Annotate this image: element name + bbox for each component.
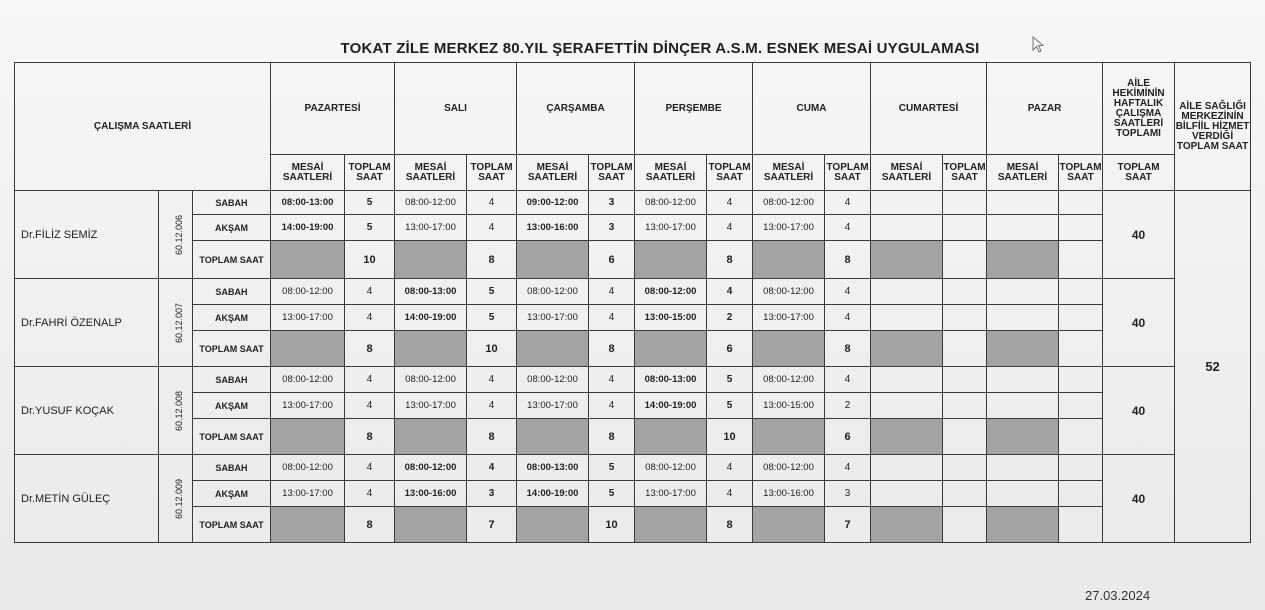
day-total: 7 <box>467 507 517 543</box>
table-row <box>15 331 1251 367</box>
mesai-saatleri-subheader: MESAİ SAATLERİ <box>395 155 467 191</box>
doctor-code <box>159 279 193 367</box>
day-total: 8 <box>589 331 635 367</box>
mesai-saatleri-subheader: MESAİ SAATLERİ <box>753 155 825 191</box>
empty-cell <box>1059 305 1103 331</box>
mesai-hours: 4 <box>467 367 517 393</box>
mesai-time: 08:00-12:00 <box>271 455 345 481</box>
empty-cell <box>1059 367 1103 393</box>
mesai-hours: 5 <box>345 215 395 241</box>
mesai-time: 13:00-17:00 <box>635 481 707 507</box>
shaded-cell <box>987 331 1059 367</box>
empty-cell <box>943 393 987 419</box>
mesai-hours: 2 <box>825 393 871 419</box>
mesai-hours: 4 <box>467 393 517 419</box>
mesai-hours: 5 <box>589 481 635 507</box>
shift-label: SABAH <box>193 191 271 215</box>
asm-total: 52 <box>1175 191 1251 543</box>
day-total: 10 <box>589 507 635 543</box>
mesai-time: 08:00-12:00 <box>635 279 707 305</box>
mesai-time: 14:00-19:00 <box>517 481 589 507</box>
shift-label: AKŞAM <box>193 215 271 241</box>
mesai-hours: 4 <box>825 191 871 215</box>
empty-cell <box>1059 393 1103 419</box>
mesai-hours: 3 <box>589 191 635 215</box>
mesai-hours: 4 <box>345 367 395 393</box>
mesai-hours: 4 <box>707 191 753 215</box>
empty-cell <box>1059 331 1103 367</box>
table-row <box>15 241 1251 279</box>
doctor-name: Dr.FİLİZ SEMİZ <box>15 191 159 279</box>
toplam-saat-subheader: TOPLAM SAAT <box>1059 155 1103 191</box>
mesai-hours: 4 <box>345 279 395 305</box>
empty-cell <box>871 191 943 215</box>
empty-cell <box>871 215 943 241</box>
day-total: 6 <box>707 331 753 367</box>
mesai-hours: 4 <box>589 305 635 331</box>
table-row <box>15 419 1251 455</box>
shift-label: TOPLAM SAAT <box>193 419 271 455</box>
table-row <box>15 279 1251 305</box>
mesai-time: 14:00-19:00 <box>635 393 707 419</box>
day-total: 8 <box>589 419 635 455</box>
mesai-time: 08:00-12:00 <box>271 367 345 393</box>
mesai-hours: 4 <box>825 305 871 331</box>
mesai-hours: 4 <box>589 367 635 393</box>
day-total: 10 <box>467 331 517 367</box>
mesai-time: 13:00-17:00 <box>517 305 589 331</box>
mesai-time: 13:00-16:00 <box>517 215 589 241</box>
weekly-total: 40 <box>1103 191 1175 279</box>
asm-header: AİLE SAĞLIĞI MERKEZİNİN BİLFİİL HİZMET VERDİĞİ TOPLAM SAAT <box>1175 63 1251 191</box>
mesai-time: 14:00-19:00 <box>395 305 467 331</box>
mesai-time: 08:00-12:00 <box>395 191 467 215</box>
day-total: 8 <box>707 507 753 543</box>
shaded-cell <box>517 331 589 367</box>
mesai-time: 08:00-12:00 <box>635 191 707 215</box>
mesai-hours: 4 <box>707 481 753 507</box>
mesai-hours: 4 <box>825 367 871 393</box>
weekly-total: 40 <box>1103 455 1175 543</box>
shaded-cell <box>987 507 1059 543</box>
empty-cell <box>987 305 1059 331</box>
day-total: 7 <box>825 507 871 543</box>
empty-cell <box>943 191 987 215</box>
day-total: 10 <box>707 419 753 455</box>
day-total: 8 <box>707 241 753 279</box>
day-header: PAZARTESİ <box>271 63 395 155</box>
doctor-code <box>159 191 193 279</box>
table-row <box>15 367 1251 393</box>
shift-label: SABAH <box>193 279 271 305</box>
shaded-cell <box>871 331 943 367</box>
mesai-time: 08:00-12:00 <box>753 367 825 393</box>
empty-cell <box>943 331 987 367</box>
mesai-time: 13:00-15:00 <box>753 393 825 419</box>
mesai-time: 13:00-17:00 <box>271 305 345 331</box>
table-row <box>15 305 1251 331</box>
day-header: SALI <box>395 63 517 155</box>
empty-cell <box>943 305 987 331</box>
schedule-table <box>14 62 1251 543</box>
weekly-total: 40 <box>1103 279 1175 367</box>
mesai-hours: 4 <box>825 455 871 481</box>
shaded-cell <box>395 241 467 279</box>
doctor-name: Dr.FAHRİ ÖZENALP <box>15 279 159 367</box>
shaded-cell <box>635 241 707 279</box>
calisma-header: ÇALIŞMA SAATLERİ <box>15 63 271 191</box>
toplam-saat-subheader: TOPLAM SAAT <box>943 155 987 191</box>
mesai-hours: 5 <box>467 279 517 305</box>
mesai-time: 13:00-16:00 <box>395 481 467 507</box>
mesai-time: 08:00-13:00 <box>271 191 345 215</box>
shaded-cell <box>871 419 943 455</box>
mesai-time: 08:00-13:00 <box>517 455 589 481</box>
shift-label: SABAH <box>193 367 271 393</box>
mesai-saatleri-subheader: MESAİ SAATLERİ <box>271 155 345 191</box>
empty-cell <box>943 455 987 481</box>
mesai-time: 09:00-12:00 <box>517 191 589 215</box>
empty-cell <box>987 367 1059 393</box>
doctor-code-text: 60.12.007 <box>174 302 185 343</box>
mesai-time: 13:00-17:00 <box>635 215 707 241</box>
empty-cell <box>987 393 1059 419</box>
mesai-hours: 5 <box>345 191 395 215</box>
mouse-cursor-icon <box>1032 36 1046 54</box>
table-row <box>15 507 1251 543</box>
doctor-code-text: 60.12.006 <box>174 214 185 255</box>
day-header: PERŞEMBE <box>635 63 753 155</box>
mesai-time: 13:00-17:00 <box>753 305 825 331</box>
table-row <box>15 481 1251 507</box>
empty-cell <box>871 455 943 481</box>
shaded-cell <box>271 331 345 367</box>
mesai-hours: 3 <box>825 481 871 507</box>
mesai-hours: 4 <box>467 455 517 481</box>
shift-label: TOPLAM SAAT <box>193 241 271 279</box>
shaded-cell <box>635 507 707 543</box>
table-row <box>15 215 1251 241</box>
day-total: 8 <box>825 241 871 279</box>
shaded-cell <box>271 419 345 455</box>
mesai-time: 08:00-12:00 <box>635 455 707 481</box>
day-header: PAZAR <box>987 63 1103 155</box>
empty-cell <box>943 215 987 241</box>
mesai-time: 14:00-19:00 <box>271 215 345 241</box>
shaded-cell <box>753 241 825 279</box>
empty-cell <box>871 305 943 331</box>
mesai-time: 08:00-12:00 <box>753 279 825 305</box>
empty-cell <box>943 419 987 455</box>
empty-cell <box>943 279 987 305</box>
empty-cell <box>871 367 943 393</box>
shaded-cell <box>271 241 345 279</box>
day-header: ÇARŞAMBA <box>517 63 635 155</box>
empty-cell <box>1059 241 1103 279</box>
document-title: TOKAT ZİLE MERKEZ 80.YIL ŞERAFETTİN DİNÇER A.S.M. ESNEK MESAİ UYGULAMASI <box>340 40 980 57</box>
empty-cell <box>1059 279 1103 305</box>
mesai-time: 13:00-17:00 <box>395 393 467 419</box>
doctor-code-text: 60.12.008 <box>174 390 185 431</box>
mesai-time: 08:00-12:00 <box>753 191 825 215</box>
mesai-hours: 3 <box>467 481 517 507</box>
day-total: 8 <box>467 241 517 279</box>
empty-cell <box>871 279 943 305</box>
day-total: 8 <box>345 419 395 455</box>
toplam-saat-subheader: TOPLAM SAAT <box>345 155 395 191</box>
mesai-time: 13:00-17:00 <box>271 393 345 419</box>
shaded-cell <box>517 507 589 543</box>
empty-cell <box>1059 191 1103 215</box>
mesai-hours: 4 <box>467 191 517 215</box>
empty-cell <box>987 481 1059 507</box>
shift-label: AKŞAM <box>193 393 271 419</box>
shaded-cell <box>753 507 825 543</box>
empty-cell <box>987 279 1059 305</box>
day-total: 8 <box>345 331 395 367</box>
empty-cell <box>1059 455 1103 481</box>
shaded-cell <box>395 331 467 367</box>
aile-hekimi-header: AİLE HEKİMİNİN HAFTALIK ÇALIŞMA SAATLERİ TOPLAMI <box>1103 63 1175 155</box>
shaded-cell <box>753 331 825 367</box>
mesai-time: 13:00-15:00 <box>635 305 707 331</box>
empty-cell <box>1059 419 1103 455</box>
empty-cell <box>943 507 987 543</box>
mesai-time: 13:00-17:00 <box>395 215 467 241</box>
mesai-hours: 4 <box>707 455 753 481</box>
shaded-cell <box>987 241 1059 279</box>
toplam-saat-subheader: TOPLAM SAAT <box>467 155 517 191</box>
document-date: 27.03.2024 <box>1085 588 1151 603</box>
mesai-hours: 4 <box>345 481 395 507</box>
empty-cell <box>987 191 1059 215</box>
mesai-hours: 3 <box>589 215 635 241</box>
mesai-time: 08:00-12:00 <box>517 279 589 305</box>
mesai-time: 08:00-13:00 <box>395 279 467 305</box>
shift-label: AKŞAM <box>193 481 271 507</box>
day-total: 8 <box>467 419 517 455</box>
shaded-cell <box>987 419 1059 455</box>
mesai-hours: 4 <box>707 279 753 305</box>
mesai-hours: 4 <box>467 215 517 241</box>
table-row <box>15 393 1251 419</box>
shift-label: TOPLAM SAAT <box>193 331 271 367</box>
shaded-cell <box>395 419 467 455</box>
mesai-time: 13:00-17:00 <box>271 481 345 507</box>
empty-cell <box>871 393 943 419</box>
mesai-time: 13:00-17:00 <box>753 215 825 241</box>
mesai-time: 08:00-12:00 <box>395 367 467 393</box>
mesai-time: 13:00-17:00 <box>517 393 589 419</box>
shaded-cell <box>753 419 825 455</box>
mesai-hours: 4 <box>345 305 395 331</box>
toplam-saat-subheader: TOPLAM SAAT <box>825 155 871 191</box>
empty-cell <box>943 241 987 279</box>
mesai-time: 13:00-16:00 <box>753 481 825 507</box>
mesai-hours: 2 <box>707 305 753 331</box>
mesai-time: 08:00-12:00 <box>271 279 345 305</box>
mesai-hours: 4 <box>589 279 635 305</box>
mesai-hours: 4 <box>825 215 871 241</box>
empty-cell <box>1059 481 1103 507</box>
doctor-code <box>159 455 193 543</box>
mesai-hours: 5 <box>707 367 753 393</box>
toplam-saat-subheader: TOPLAM SAAT <box>707 155 753 191</box>
mesai-time: 08:00-13:00 <box>635 367 707 393</box>
shift-label: TOPLAM SAAT <box>193 507 271 543</box>
shift-label: SABAH <box>193 455 271 481</box>
empty-cell <box>987 455 1059 481</box>
mesai-hours: 5 <box>589 455 635 481</box>
mesai-hours: 4 <box>345 393 395 419</box>
shaded-cell <box>517 241 589 279</box>
weekly-total-subheader: TOPLAM SAAT <box>1103 155 1175 191</box>
weekly-total: 40 <box>1103 367 1175 455</box>
day-total: 6 <box>589 241 635 279</box>
shaded-cell <box>395 507 467 543</box>
doctor-name: Dr.YUSUF KOÇAK <box>15 367 159 455</box>
day-total: 8 <box>825 331 871 367</box>
shaded-cell <box>271 507 345 543</box>
mesai-time: 08:00-12:00 <box>753 455 825 481</box>
header-row <box>15 63 1251 155</box>
shift-label: AKŞAM <box>193 305 271 331</box>
mesai-hours: 4 <box>345 455 395 481</box>
mesai-saatleri-subheader: MESAİ SAATLERİ <box>517 155 589 191</box>
shaded-cell <box>517 419 589 455</box>
mesai-time: 08:00-12:00 <box>517 367 589 393</box>
empty-cell <box>943 367 987 393</box>
empty-cell <box>871 481 943 507</box>
empty-cell <box>987 215 1059 241</box>
mesai-saatleri-subheader: MESAİ SAATLERİ <box>635 155 707 191</box>
mesai-saatleri-subheader: MESAİ SAATLERİ <box>987 155 1059 191</box>
empty-cell <box>943 481 987 507</box>
day-header: CUMARTESİ <box>871 63 987 155</box>
mesai-hours: 4 <box>589 393 635 419</box>
doctor-code-text: 60.12.009 <box>174 478 185 519</box>
mesai-hours: 4 <box>707 215 753 241</box>
shaded-cell <box>871 241 943 279</box>
mesai-hours: 5 <box>707 393 753 419</box>
day-header: CUMA <box>753 63 871 155</box>
day-total: 6 <box>825 419 871 455</box>
empty-cell <box>1059 507 1103 543</box>
empty-cell <box>1059 215 1103 241</box>
mesai-hours: 5 <box>467 305 517 331</box>
doctor-name: Dr.METİN GÜLEÇ <box>15 455 159 543</box>
mesai-time: 08:00-12:00 <box>395 455 467 481</box>
shaded-cell <box>635 331 707 367</box>
mesai-hours: 4 <box>825 279 871 305</box>
shaded-cell <box>871 507 943 543</box>
toplam-saat-subheader: TOPLAM SAAT <box>589 155 635 191</box>
day-total: 8 <box>345 507 395 543</box>
table-row <box>15 455 1251 481</box>
day-total: 10 <box>345 241 395 279</box>
table-row <box>15 191 1251 215</box>
shaded-cell <box>635 419 707 455</box>
mesai-saatleri-subheader: MESAİ SAATLERİ <box>871 155 943 191</box>
doctor-code <box>159 367 193 455</box>
